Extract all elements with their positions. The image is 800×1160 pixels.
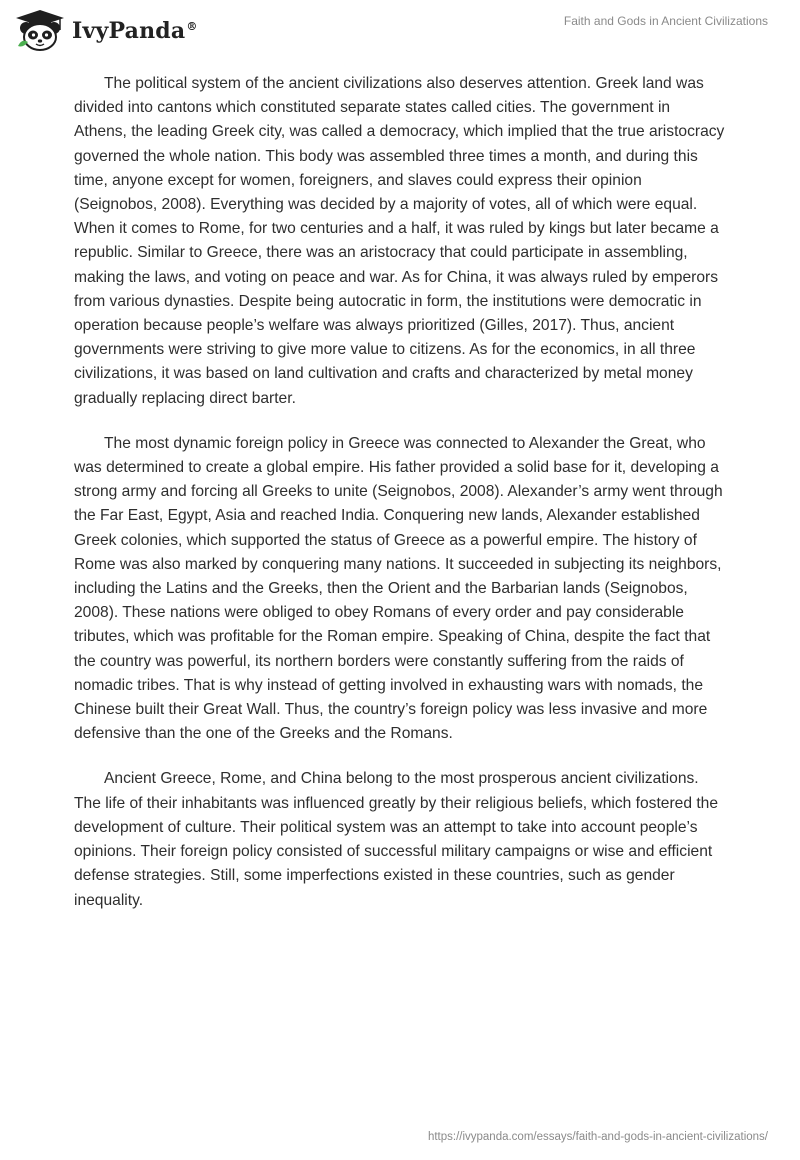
brand-text: IvyPanda xyxy=(72,18,186,44)
paragraph-political-system: The political system of the ancient civilizations also deserves attention. Greek land was divided into cantons which constituted separate states called cities. The government in Athens, the leading Greek city, was called a democracy, which implied that the true aristocracy governed the whole nation. This body was assembled three times a month, and during this time, anyone except for women, foreigners, and slaves could express their opinion (Seignobos, 2008). Everything was decided by a majority of votes, all of which were equal. When it comes to Rome, for two centuries and a half, it was ruled by kings but later became a republic. Similar to Greece, there was an aristocracy that could participate in assembling, making the laws, and voting on peace and war. As for China, it was always ruled by emperors from various dynasties. Despite being autocratic in form, the institutions were democratic in operation because people’s welfare was always prioritized (Gilles, 2017). Thus, ancient governments were striving to give more value to citizens. As for the economics, in all three civilizations, it was based on land cultivation and crafts and characterized by metal money gradually replacing direct barter. xyxy=(74,75,725,407)
ivypanda-logo[interactable] xyxy=(14,8,198,52)
registered-mark: ® xyxy=(186,20,198,33)
panda-graduate-icon xyxy=(14,8,66,52)
brand-name xyxy=(72,18,198,44)
paragraph-foreign-policy: The most dynamic foreign policy in Greece was connected to Alexander the Great, who was determined to create a global empire. His father provided a solid base for it, developing a strong army and forcing all Greeks to unite (Seignobos, 2008). Alexander’s army went through the Far East, Egypt, Asia and reached India. Conquering new lands, Alexander established Greek colonies, which supported the status of Greece as a powerful empire. The history of Rome was also marked by conquering many nations. It succeeded in subjecting its neighbors, including the Latins and the Greeks, then the Orient and the Barbarian lands (Seignobos, 2008). These nations were obliged to obey Romans of every order and pay considerable tributes, which was profitable for the Roman empire. Speaking of China, despite the fact that the country was powerful, its northern borders were constantly suffering from the raids of nomadic tribes. That is why instead of getting involved in exhausting wars with nomads, the Chinese built their Great Wall. Thus, the country’s foreign policy was less invasive and more defensive than the one of the Greeks and the Romans. xyxy=(74,434,723,743)
document-title: Faith and Gods in Ancient Civilizations xyxy=(563,14,768,28)
page-header xyxy=(0,0,800,60)
essay-body xyxy=(74,72,726,934)
paragraph-conclusion: Ancient Greece, Rome, and China belong to the most prosperous ancient civilizations. The life of their inhabitants was influenced greatly by their religious beliefs, which fostered the development of culture. Their political system was an attempt to take into account people’s opinions. Their foreign policy consisted of successful military campaigns or wise and efficient defense strategies. Still, some imperfections existed in these countries, such as gender inequality. xyxy=(74,770,719,909)
source-url[interactable]: https://ivypanda.com/essays/faith-and-gods-in-ancient-civilizations/ xyxy=(427,1131,768,1143)
